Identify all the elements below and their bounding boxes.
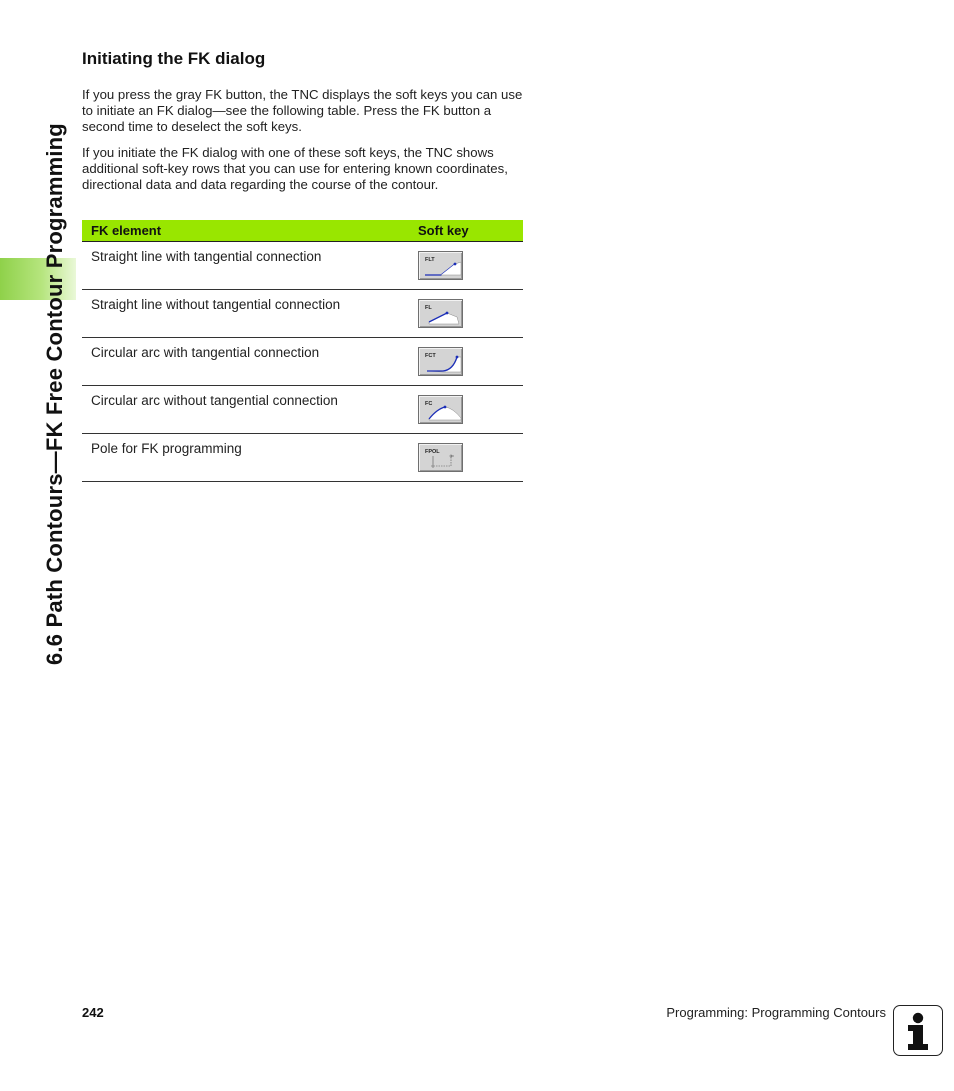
- chapter-side-title: 6.6 Path Contours—FK Free Contour Programming: [42, 123, 67, 665]
- fct-softkey-icon[interactable]: [418, 347, 463, 376]
- fk-element-label: Pole for FK programming: [91, 441, 242, 456]
- fc-softkey-icon[interactable]: [418, 395, 463, 424]
- table-row: [82, 386, 523, 434]
- fk-element-label: Straight line with tangential connection: [91, 249, 322, 264]
- header-fk-element: FK element: [91, 223, 162, 238]
- table-row: [82, 242, 523, 290]
- fl-softkey-icon[interactable]: [418, 299, 463, 328]
- softkey-caption: FPOL: [425, 449, 440, 455]
- intro-paragraph: If you press the gray FK button, the TNC displays the soft keys you can use to initiate an FK dialog—see the following table. Press the FK button a second time to deselect the soft keys.: [82, 87, 523, 134]
- fk-element-label: Circular arc without tangential connection: [91, 393, 338, 408]
- table-row: [82, 434, 523, 482]
- table-header: [82, 220, 523, 242]
- softkey-caption: FC: [425, 401, 433, 407]
- fk-element-label: Straight line without tangential connection: [91, 297, 341, 312]
- softkey-caption: FL: [425, 305, 432, 311]
- soft-key-paragraph: If you initiate the FK dialog with one of these soft keys, the TNC shows additional soft-key rows that you can use for entering known coordinates, directional data and data regarding the course of the contour.: [82, 145, 508, 192]
- table-row: [82, 338, 523, 386]
- flt-softkey-icon[interactable]: [418, 251, 463, 280]
- footer-chapter-title: Programming: Programming Contours: [666, 1005, 886, 1020]
- info-icon: [893, 1005, 943, 1056]
- table-row: [82, 290, 523, 338]
- section-heading: Initiating the FK dialog: [82, 49, 266, 68]
- fpol-softkey-icon[interactable]: [418, 443, 463, 472]
- page-number: 242: [82, 1005, 104, 1020]
- softkey-caption: FLT: [425, 257, 435, 263]
- fk-element-table: [82, 220, 523, 482]
- softkey-caption: FCT: [425, 353, 436, 359]
- header-soft-key: Soft key: [418, 223, 469, 238]
- fk-element-label: Circular arc with tangential connection: [91, 345, 320, 360]
